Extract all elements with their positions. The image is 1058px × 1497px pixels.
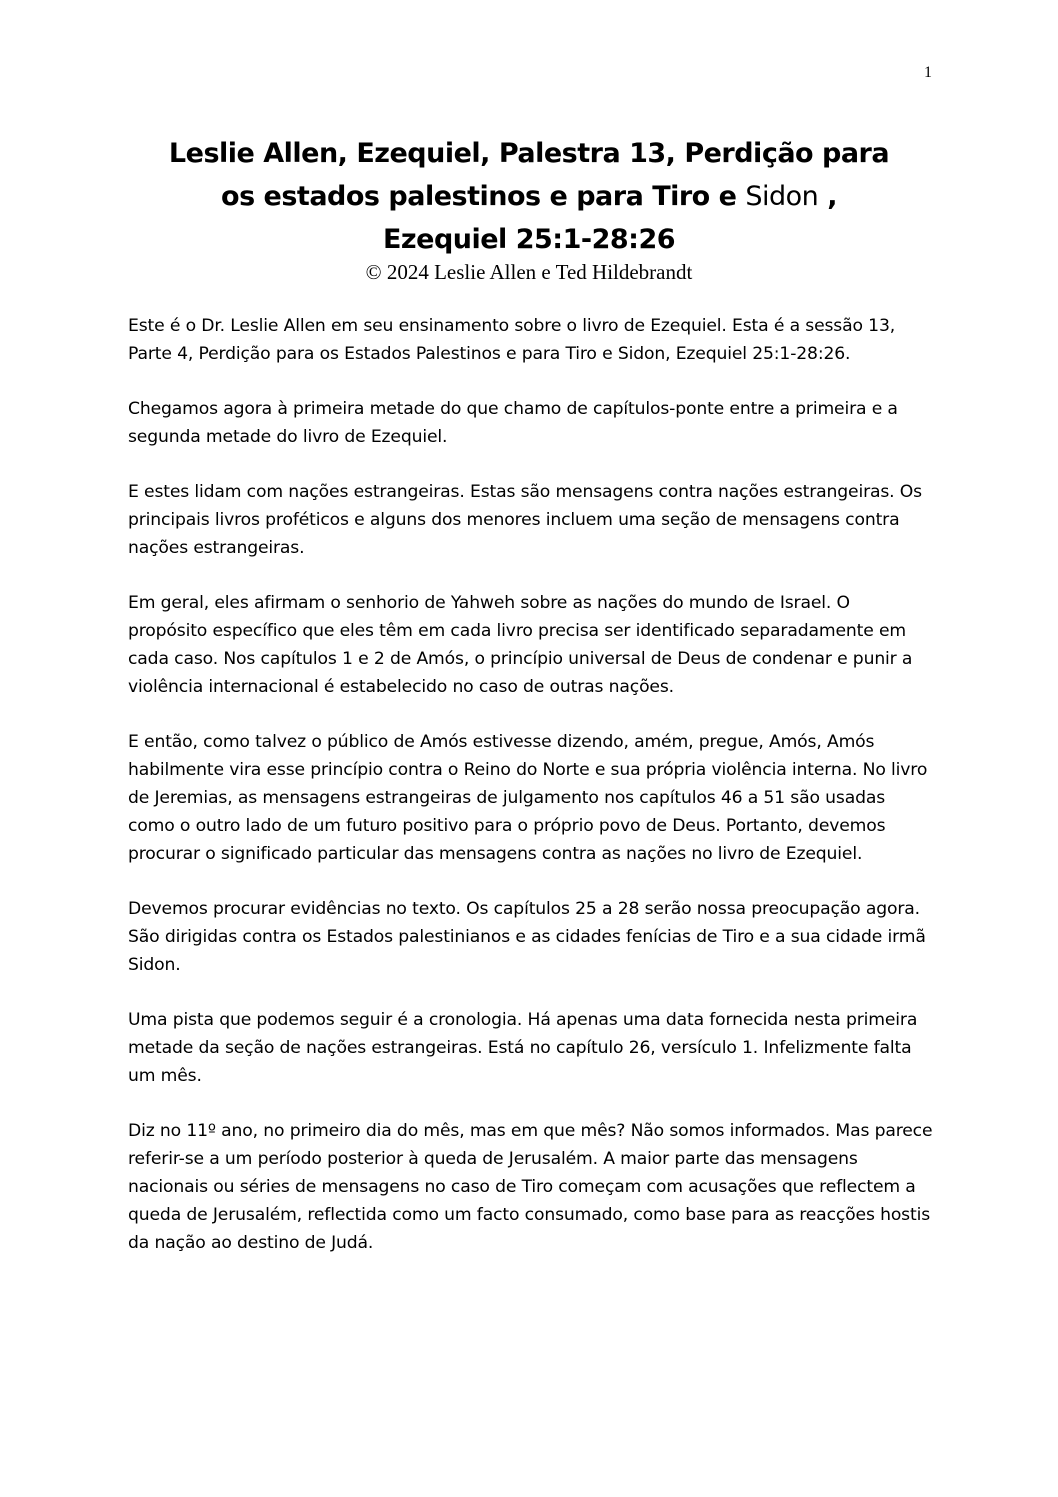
- copyright-line: © 2024 Leslie Allen e Ted Hildebrandt: [365, 260, 693, 284]
- title-line-2-tail: ,: [827, 181, 837, 212]
- paragraph: E então, como talvez o público de Amós estivesse dizendo, amém, pregue, Amós, Amós habilmente vira esse princípio contra o Reino do Norte e sua própria violência interna. No livro de Jeremias, as mensagens estrangeiras de julgamento nos capítulos 46 a 51 são usadas como o outro lado de um futuro positivo para o próprio povo de Deus. Portanto, devemos procurar o significado particular das mensagens contra as nações no livro de Ezequiel.: [128, 732, 928, 864]
- paragraph: Chegamos agora à primeira metade do que chamo de capítulos-ponte entre a primeira e a segunda metade do livro de Ezequiel.: [128, 399, 898, 447]
- paragraph: Diz no 11º ano, no primeiro dia do mês, mas em que mês? Não somos informados. Mas parece referir-se a um período posterior à queda de Jerusalém. A maior parte das mensagens nacionais ou séries de mensagens no caso de Tiro começam com acusações que reflectem a queda de Jerusalém, reflectida como um facto consumado, como base para as reacções hostis da nação ao destino de Judá.: [128, 1121, 933, 1253]
- document-header: [0, 132, 1058, 285]
- title-line-2-light: Sidon: [745, 181, 819, 212]
- title-line-1: Leslie Allen, Ezequiel, Palestra 13, Perdição para: [168, 138, 890, 169]
- paragraph: Uma pista que podemos seguir é a cronologia. Há apenas uma data fornecida nesta primeira metade da seção de nações estrangeiras. Está no capítulo 26, versículo 1. Infelizmente falta um mês.: [128, 1010, 918, 1086]
- document-body: [128, 312, 934, 1284]
- title-line-2-bold: os estados palestinos e para Tiro e: [221, 181, 737, 212]
- paragraph: Este é o Dr. Leslie Allen em seu ensinamento sobre o livro de Ezequiel. Esta é a sessão 13, Parte 4, Perdição para os Estados Palestinos e para Tiro e Sidon, Ezequiel 25:1-28:26.: [128, 316, 896, 364]
- paragraph: Em geral, eles afirmam o senhorio de Yahweh sobre as nações do mundo de Israel. O propósito específico que eles têm em cada livro precisa ser identificado separadamente em cada caso. Nos capítulos 1 e 2 de Amós, o princípio universal de Deus de condenar e punir a violência internacional é estabelecido no caso de outras nações.: [128, 593, 913, 697]
- paragraph: E estes lidam com nações estrangeiras. Estas são mensagens contra nações estrangeiras. Os principais livros proféticos e alguns dos menores incluem uma seção de mensagens contra nações estrangeiras.: [128, 482, 922, 558]
- title-line-3: Ezequiel 25:1-28:26: [382, 224, 676, 255]
- paragraph: Devemos procurar evidências no texto. Os capítulos 25 a 28 serão nossa preocupação agora. São dirigidas contra os Estados palestinianos e as cidades fenícias de Tiro e a sua cidade irmã Sidon.: [128, 899, 926, 975]
- page-number: 1: [924, 64, 932, 81]
- title-line-2: [0, 175, 1058, 218]
